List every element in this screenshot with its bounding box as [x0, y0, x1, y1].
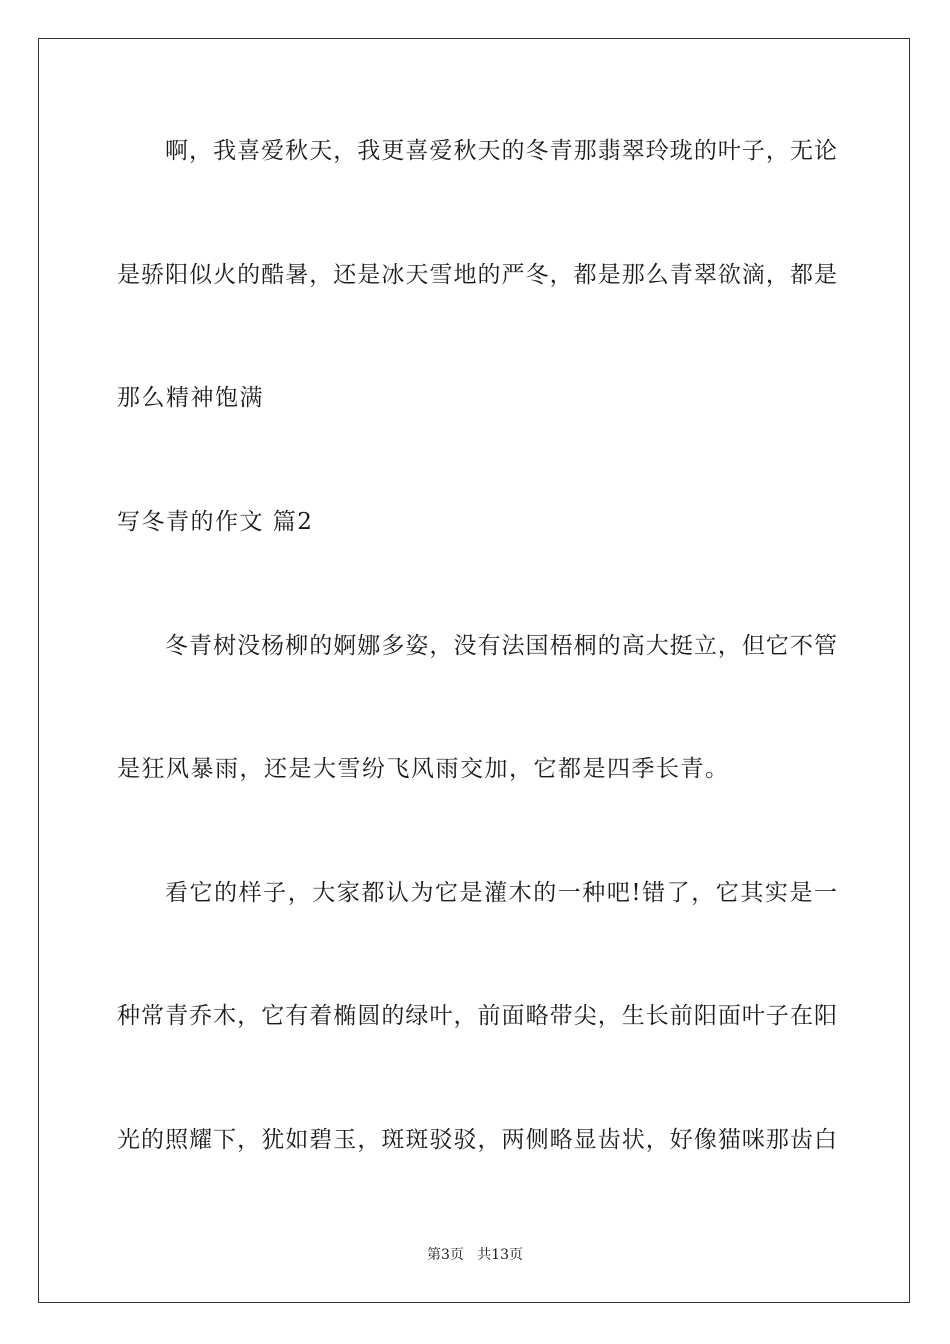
paragraph-line: 光的照耀下，犹如碧玉，斑斑驳驳，两侧略显齿状，好像猫咪那齿白 [117, 1127, 837, 1153]
paragraph-line: 那么精神饱满 [117, 385, 264, 411]
section-heading: 写冬青的作文 篇2 [117, 509, 314, 535]
page-footer: 第3页 共13页 [426, 1247, 524, 1263]
paragraph-line: 是狂风暴雨，还是大雪纷飞风雨交加，它都是四季长青。 [117, 756, 730, 782]
page-border [38, 38, 910, 1303]
paragraph-line: 看它的样子，大家都认为它是灌木的一种吧!错了，它其实是一 [165, 880, 837, 906]
paragraph-line: 种常青乔木，它有着椭圆的绿叶，前面略带尖，生长前阳面叶子在阳 [117, 1003, 837, 1029]
paragraph-line: 啊，我喜爱秋天，我更喜爱秋天的冬青那翡翠玲珑的叶子，无论 [165, 138, 837, 164]
paragraph-line: 是骄阳似火的酷暑，还是冰天雪地的严冬，都是那么青翠欲滴，都是 [117, 262, 837, 288]
paragraph-line: 冬青树没杨柳的婀娜多姿，没有法国梧桐的高大挺立，但它不管 [165, 633, 837, 659]
